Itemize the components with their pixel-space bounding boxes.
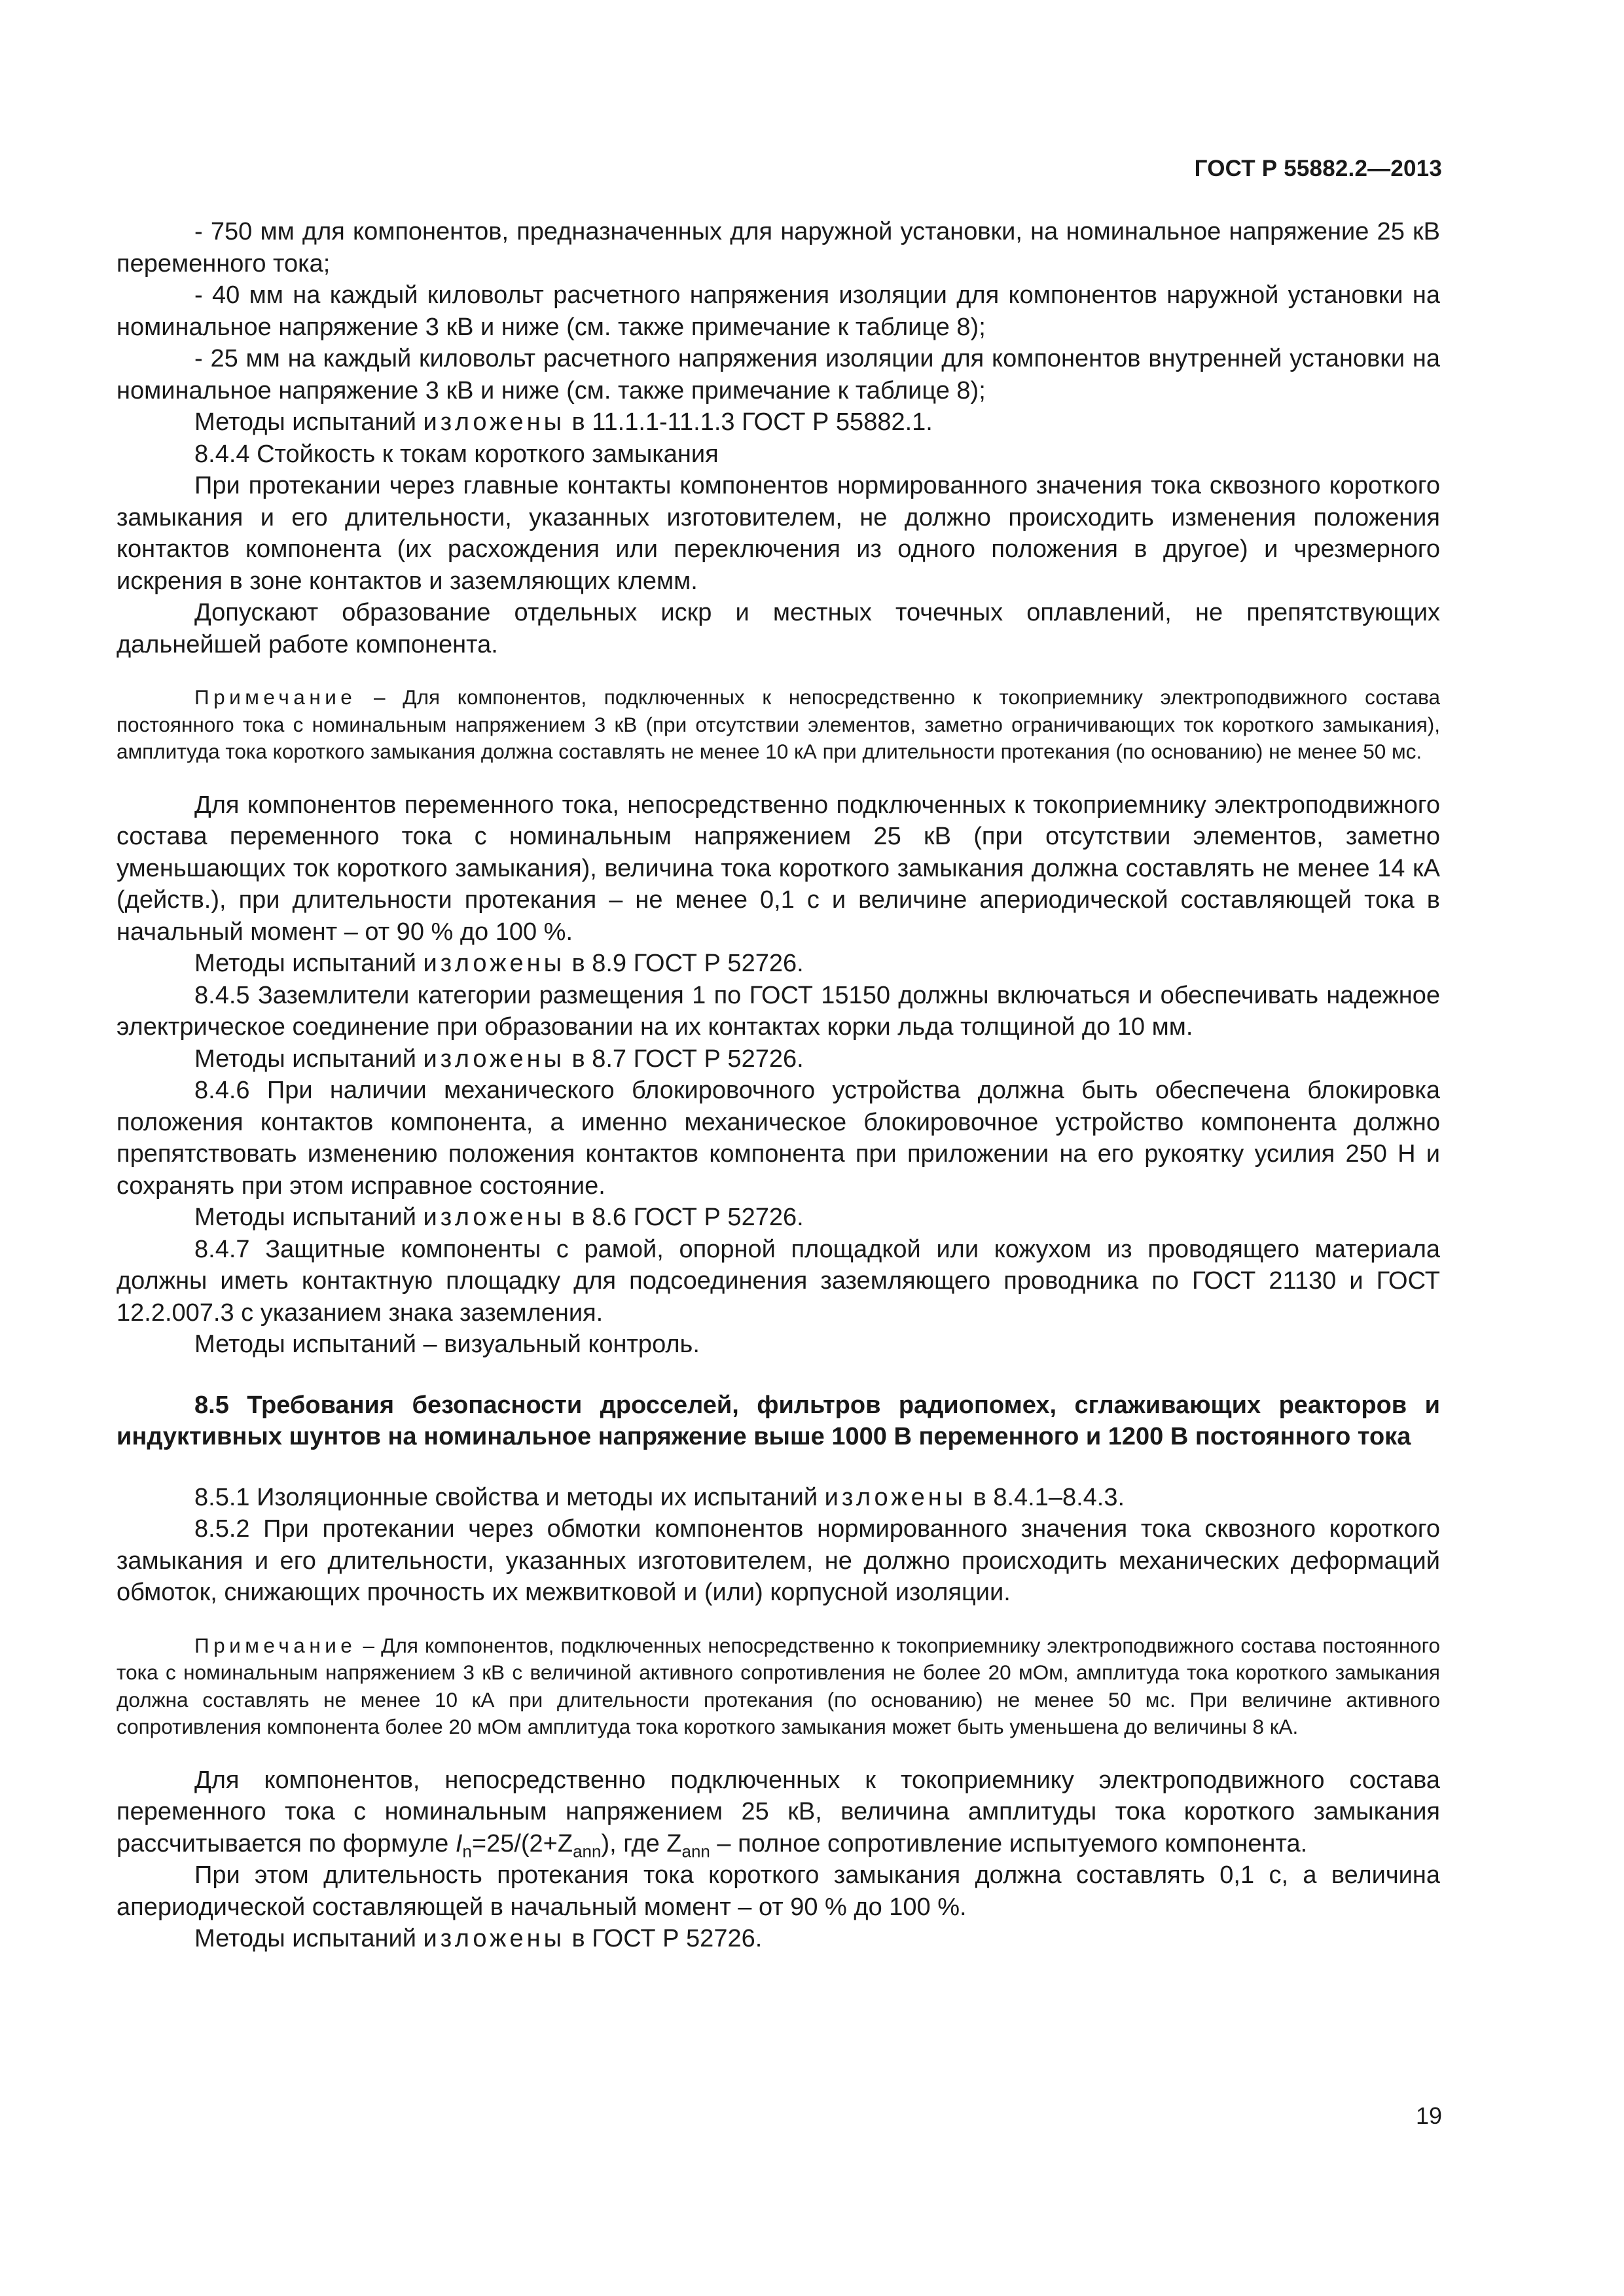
paragraph: При протекании через главные контакты компонентов нормированного значения тока сквозного короткого замыкания и его длительности, указанных изготовителем, не должно происходить изменения положения контактов компонента (их расхождения или переключения из одного положения в другое) и чрезмерного искрения в зоне контактов и заземляющих клемм. [117, 472, 1440, 595]
text-run: Для компонентов, непосредственно подключенных к токоприемнику электроподвижного состава переменного тока с номинальным напряжением 25 кВ, величина амплитуды тока короткого замыкания рассчитывается по формуле [117, 1766, 1440, 1857]
formula-text: =25/(2+Z [471, 1829, 573, 1857]
note-text: – Для компонентов, подключенных непосредственно к токоприемнику электроподвижного состава постоянного тока с номинальным напряжением 3 кВ с величиной активного сопротивления не более 20 мОм, амплитуда тока короткого замыкания должна составлять не менее 10 кА при длительности протекания (по основанию) не менее 50 мс. При величине активного сопротивления компонента более 20 мОм амплитуда тока короткого замыкания может быть уменьшена до величины 8 кА. [117, 1633, 1440, 1738]
text-run: в 8.4.1–8.4.3. [966, 1483, 1125, 1511]
list-item: - 750 мм для компонентов, предназначенных для наружной установки, на номинальное напряжение 25 кВ переменного тока; [117, 218, 1440, 278]
page-number: 19 [1415, 2102, 1442, 2129]
paragraph: Для компонентов переменного тока, непосредственно подключенных к токоприемнику электроподвижного состава переменного тока с номинальным напряжением 25 кВ (при отсутствии элементов, заметно уменьшающих ток короткого замыкания), величина тока короткого замыкания должна составлять не менее 14 кА (действ.), при длительности протекания – не менее 0,1 с и величине апериодической составляющей тока в начальный момент – от 90 % до 100 %. [117, 791, 1440, 946]
clause-title: 8.4.4 Стойкость к токам короткого замыкания [194, 440, 719, 468]
text-run: Методы испытаний [194, 950, 424, 977]
paragraph: 8.5.2 При протекании через обмотки компонентов нормированного значения тока сквозного короткого замыкания и его длительности, указанных изготовителем, не должно происходить механических деформаций обмоток, снижающих прочность их межвитковой и (или) корпусной изоляции. [117, 1515, 1440, 1606]
section-heading: 8.5 Требования безопасности дросселей, фильтров радиопомех, сглаживающих реакторов и индуктивных шунтов на номинальное напряжение выше 1000 В переменного и 1200 В постоянного тока [117, 1391, 1440, 1450]
spaced-word: изложены [824, 1483, 967, 1511]
note [117, 684, 1440, 766]
document-code: ГОСТ Р 55882.2—2013 [1194, 156, 1442, 181]
text-run: Методы испытаний [194, 1045, 424, 1073]
test-methods-line: Методы испытаний – визуальный контроль. [194, 1331, 700, 1358]
text-run: Методы испытаний [194, 1204, 424, 1231]
formula-text: ), где Z [601, 1829, 682, 1857]
page-body [117, 216, 1440, 1955]
list-item: - 25 мм на каждый киловольт расчетного напряжения изоляции для компонентов внутренней установки на номинальное напряжение 3 кВ и ниже (см. также примечание к таблице 8); [117, 345, 1440, 404]
text-run: Методы испытаний [194, 408, 424, 436]
formula-current-symbol: I [455, 1829, 463, 1857]
paragraph: 8.4.5 Заземлители категории размещения 1 по ГОСТ 15150 должны включаться и обеспечивать надежное электрическое соединение при образовании на их контактах корки льда толщиной до 10 мм. [117, 981, 1440, 1041]
note-label: Примечание [194, 685, 357, 709]
formula-subscript: ann [573, 1841, 602, 1861]
test-methods-line [117, 1043, 1440, 1075]
spaced-word: изложены [423, 950, 565, 977]
text-run: в 11.1.1-11.1.3 ГОСТ Р 55882.1. [564, 408, 933, 436]
test-methods-line [117, 1202, 1440, 1234]
list-item: - 40 мм на каждый киловольт расчетного напряжения изоляции для компонентов наружной установки на номинальное напряжение 3 кВ и ниже (см. также примечание к таблице 8); [117, 281, 1440, 341]
text-run: в 8.9 ГОСТ Р 52726. [564, 950, 804, 977]
text-run: в 8.6 ГОСТ Р 52726. [564, 1204, 804, 1231]
paragraph-with-formula [117, 1765, 1440, 1860]
paragraph: Допускают образование отдельных искр и местных точечных оплавлений, не препятствующих дальнейшей работе компонента. [117, 599, 1440, 658]
paragraph [117, 1482, 1440, 1514]
paragraph: 8.4.7 Защитные компоненты с рамой, опорной площадкой или кожухом из проводящего материала должны иметь контактную площадку для подсоединения заземляющего проводника по ГОСТ 21130 и ГОСТ 12.2.007.3 с указанием знака заземления. [117, 1235, 1440, 1327]
spaced-word: изложены [423, 1925, 565, 1952]
test-methods-line [117, 948, 1440, 980]
text-run: 8.5.1 Изоляционные свойства и методы их испытаний [194, 1483, 825, 1511]
formula-subscript: n [462, 1841, 472, 1861]
text-run: в ГОСТ Р 52726. [564, 1925, 763, 1952]
paragraph: 8.4.6 При наличии механического блокировочного устройства должна быть обеспечена блокировка положения контактов компонента, а именно механическое блокировочное устройство компонента должно препятствовать изменению положения контактов компонента при приложении на его рукоятку усилия 250 Н и сохранять при этом исправное состояние. [117, 1077, 1440, 1200]
text-run: в 8.7 ГОСТ Р 52726. [564, 1045, 804, 1073]
formula-subscript: ann [681, 1841, 710, 1861]
test-methods-line [117, 406, 1440, 439]
spaced-word: изложены [423, 408, 565, 436]
text-run: Методы испытаний [194, 1925, 424, 1952]
spaced-word: изложены [423, 1204, 565, 1231]
paragraph: При этом длительность протекания тока короткого замыкания должна составлять 0,1 с, а величина апериодической составляющей в начальный момент – от 90 % до 100 %. [117, 1861, 1440, 1921]
note-text: – Для компонентов, подключенных к непосредственно к токоприемнику электроподвижного состава постоянного тока с номинальным напряжением 3 кВ (при отсутствии элементов, заметно ограничивающих ток короткого замыкания), амплитуда тока короткого замыкания должна составлять не менее 10 кА при длительности протекания (по основанию) не менее 50 мс. [117, 685, 1440, 763]
spaced-word: изложены [423, 1045, 565, 1073]
note-label: Примечание [194, 1633, 357, 1657]
note [117, 1632, 1440, 1741]
test-methods-line [117, 1923, 1440, 1955]
text-run: – полное сопротивление испытуемого компонента. [710, 1829, 1308, 1857]
